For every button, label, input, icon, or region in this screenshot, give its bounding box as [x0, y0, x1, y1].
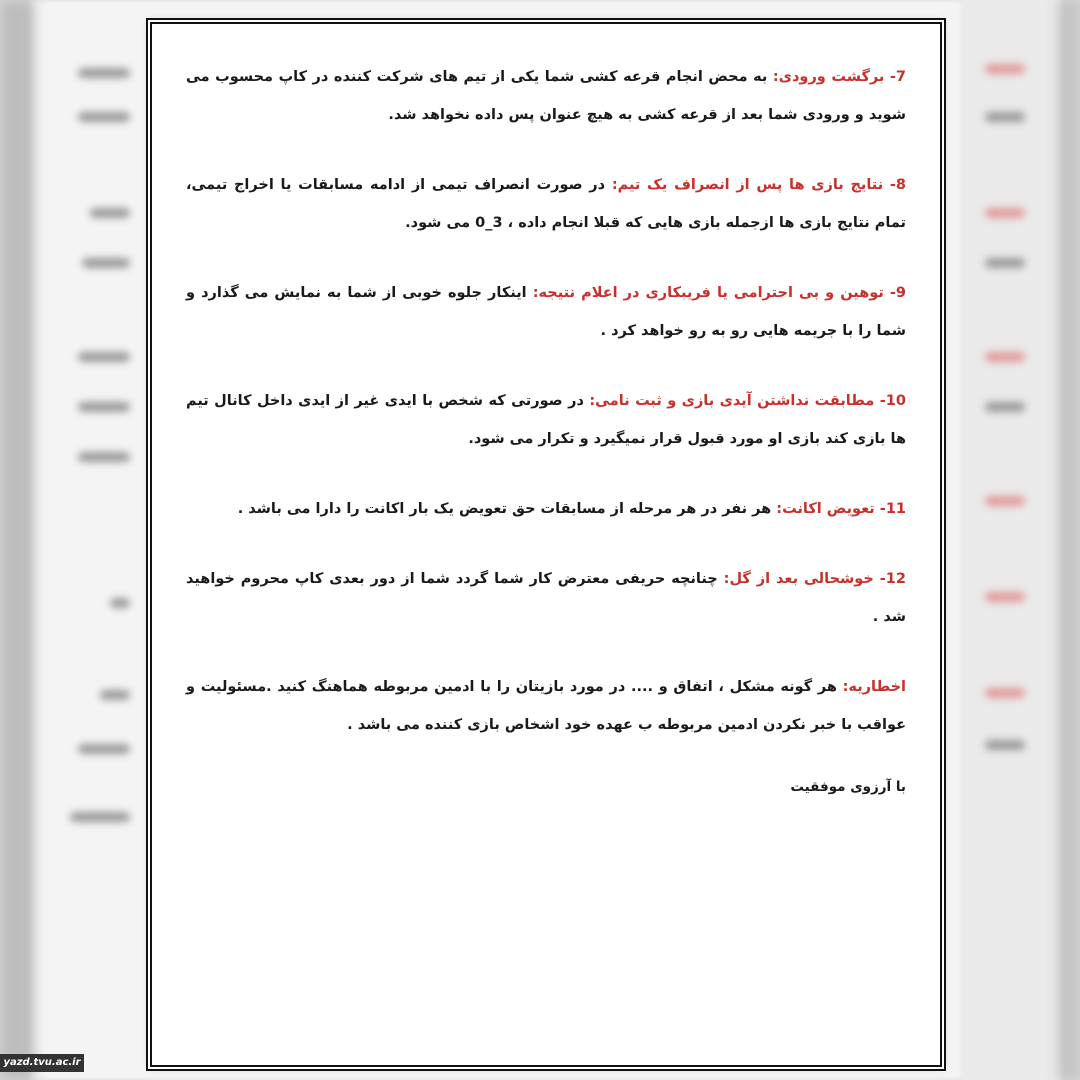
rule-item-10 — [186, 382, 906, 458]
rule-heading: 9- توهین و بی احترامی یا فریبکاری در اعلام نتیجه: — [532, 285, 906, 301]
blurred-fragment — [78, 744, 130, 754]
rule-heading: 11- تعویض اکانت: — [776, 501, 906, 517]
rule-item-9 — [186, 274, 906, 350]
closing-line: با آرزوی موفقیت — [790, 779, 906, 795]
blurred-fragment — [78, 352, 130, 362]
blurred-fragment — [985, 352, 1025, 362]
site-watermark: yazd.tvu.ac.ir — [0, 1054, 84, 1072]
blurred-fragment — [78, 68, 130, 78]
blurred-fragment — [985, 208, 1025, 218]
rule-body: هر نفر در هر مرحله از مسابقات حق تعویض یک بار اکانت را دارا می باشد . — [237, 501, 777, 517]
rule-body: در صورتی که شخص با ایدی غیر از ایدی داخل کانال تیم ها بازی کند بازی او مورد قبول قرار نمیگیرد و تکرار می شود. — [186, 393, 906, 447]
background-edge-right — [1058, 0, 1080, 1080]
rule-body: اینکار جلوه خوبی از شما به نمایش می گذارد و شما را با جریمه هایی رو به رو خواهد کرد . — [186, 285, 906, 339]
warning-heading: اخطاریه: — [842, 679, 906, 695]
blurred-fragment — [985, 496, 1025, 506]
rule-item-7 — [186, 58, 906, 134]
rule-item-11 — [186, 490, 906, 528]
blurred-fragment — [78, 452, 130, 462]
rule-body: چنانچه حریفی معترض کار شما گردد شما از دور بعدی کاپ محروم خواهید شد . — [186, 571, 906, 625]
blurred-background-strip — [960, 0, 1060, 1080]
rule-item-12 — [186, 560, 906, 636]
rules-content — [186, 58, 906, 820]
blurred-fragment — [985, 64, 1025, 74]
background-edge-left — [0, 0, 34, 1080]
rule-body: به محض انجام قرعه کشی شما یکی از تیم های شرکت کننده در کاپ محسوب می شوید و ورودی شما بعد از قرعه کشی به هیچ عنوان پس داده نخواهد شد. — [186, 69, 906, 123]
warning-item — [186, 668, 906, 744]
blurred-fragment — [90, 208, 130, 218]
warning-body: هر گونه مشکل ، اتفاق و .... در مورد بازیتان را با ادمین مربوطه هماهنگ کنید .مسئولیت و عواقب با خبر نکردن ادمین مربوطه ب عهده خود اشخاص بازی کننده می باشد . — [186, 679, 906, 733]
blurred-fragment — [78, 112, 130, 122]
rule-heading: 8- نتایج بازی ها پس از انصراف یک تیم: — [611, 177, 906, 193]
blurred-fragment — [78, 402, 130, 412]
rule-heading: 7- برگشت ورودی: — [772, 69, 907, 85]
rule-body: در صورت انصراف تیمی از ادامه مسابقات یا اخراج تیمی، تمام نتایج بازی ها ازجمله بازی هایی که قبلا انجام داده ، 3_0 می شود. — [186, 177, 906, 231]
blurred-fragment — [985, 402, 1025, 412]
blurred-fragment — [100, 690, 130, 700]
rule-heading: 10- مطابقت نداشتن آیدی بازی و ثبت نامی: — [589, 393, 906, 409]
rule-item-8 — [186, 166, 906, 242]
blurred-fragment — [985, 112, 1025, 122]
document-sheet — [150, 22, 942, 1067]
blurred-fragment — [70, 812, 130, 822]
blurred-fragment — [985, 258, 1025, 268]
rule-heading: 12- خوشحالی بعد از گل: — [723, 571, 906, 587]
blurred-fragment — [110, 598, 130, 608]
blurred-fragment — [985, 592, 1025, 602]
blurred-fragment — [985, 688, 1025, 698]
blurred-fragment — [82, 258, 130, 268]
blurred-fragment — [985, 740, 1025, 750]
